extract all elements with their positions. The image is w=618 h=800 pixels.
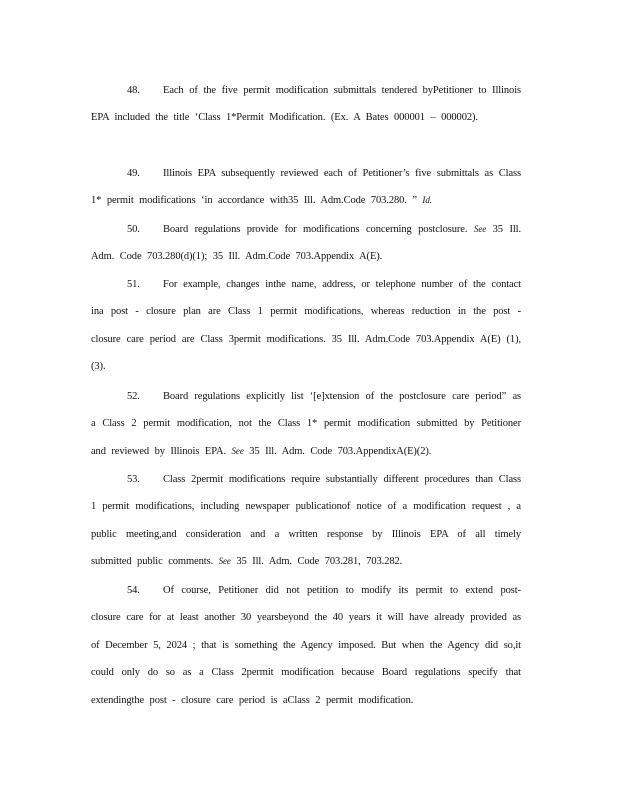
paragraph-number: 48. — [127, 84, 140, 96]
paragraph-text: Each of the five permit modification submittals tendered byPetitioner to Illinois EPA included the title ‘Class 1*Permit Modification. (Ex. A Bates 000001 – 000002). — [91, 84, 521, 124]
paragraph-text: For example, changes inthe name, address, or telephone number of the contact ina post - closure plan are Class 1 permit modifications, whereas reduction in the post -closure care period are Class 3permit modifications. 35 Ill. Adm.Code 703.Appendix A(E) (1), (3). — [91, 278, 521, 373]
citation-id: Id. — [422, 195, 432, 206]
citation-text: 35 Ill. Adm. Code 703.AppendixA(E)(2). — [249, 445, 432, 457]
paragraph-text: Of course, Petitioner did not petition to modify its permit to extend post-closure care for at least another 30 yearsbeyond the 40 years it will have already provided as of December 5, 2024 ; that is something the Agency imposed. But when the Agency did so,it could only do so as a Class 2permit modification because Board regulations specify that extendingthe post - closure care period is aClass 2 permit modification. — [91, 584, 521, 706]
paragraph-49 — [91, 160, 521, 215]
paragraph-text: Class 2permit modifications require substantially different procedures than Class 1 permit modifications, including newspaper publicationof notice of a modification request , a public meeting,and consideration and a written response by Illinois EPA of all timely submitted public comments. — [91, 473, 521, 568]
paragraph-number: 50. — [127, 223, 140, 235]
paragraph-text: Board regulations explicitly list ‘[e]xtension of the postclosure care period” as a Class 2 permit modification, not the Class 1* permit modification submitted by Petitioner and reviewed by Illinois EPA. — [91, 390, 521, 457]
paragraph-53 — [91, 466, 521, 576]
citation-signal: See — [231, 445, 244, 456]
paragraph-48 — [91, 77, 521, 132]
citation-text: 35 Ill. Adm. Code 703.280(d)(1); 35 Ill. Adm.Code 703.Appendix A(E). — [91, 223, 522, 263]
citation-text: 35 Ill. Adm. Code 703.281, 703.282. — [236, 556, 403, 568]
paragraph-text: Board regulations provide for modifications concerning postclosure. — [163, 223, 468, 235]
paragraph-number: 53. — [127, 473, 140, 485]
paragraph-text: Illinois EPA subsequently reviewed each of Petitioner’s five submittals as Class 1* permit modifications ‘in accordance with35 Ill. Adm.Code 703.280. ” — [91, 167, 521, 207]
paragraph-52 — [91, 383, 521, 466]
paragraph-number: 49. — [127, 167, 140, 179]
paragraph-54 — [91, 577, 521, 715]
paragraph-50 — [91, 216, 521, 271]
citation-signal: See — [218, 556, 231, 567]
citation-signal: See — [473, 223, 487, 234]
paragraph-number: 51. — [127, 278, 140, 290]
paragraph-number: 54. — [127, 584, 140, 596]
paragraph-51 — [91, 271, 521, 381]
paragraph-number: 52. — [127, 390, 140, 402]
